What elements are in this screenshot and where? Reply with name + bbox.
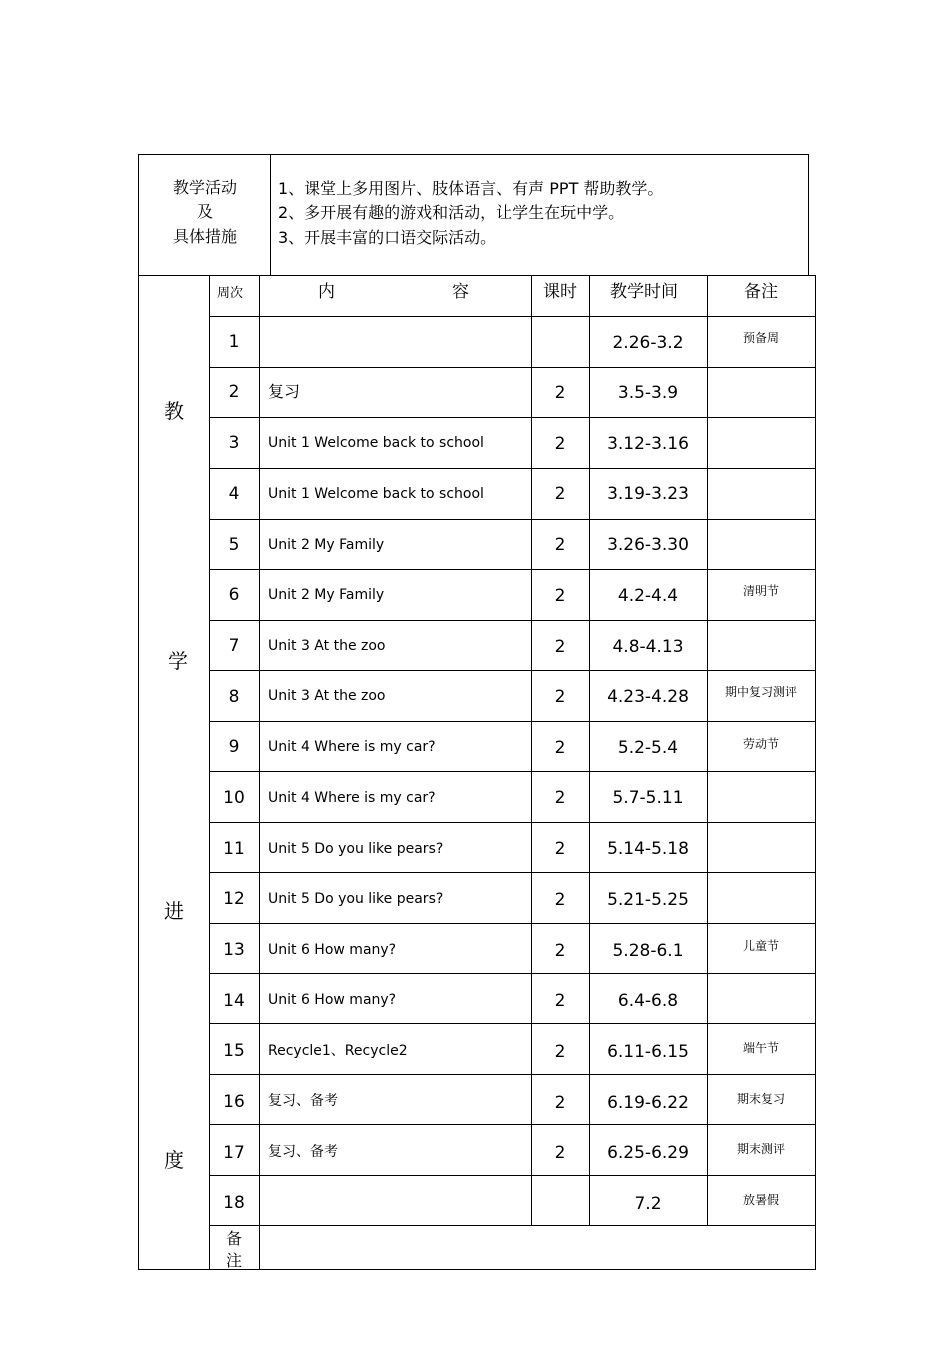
measure-item-1: 1、课堂上多用图片、肢体语言、有声 PPT 帮助教学。 [278,179,664,198]
row-15-note: 端午节 [742,1041,779,1055]
measures-divider [270,154,271,276]
row-line [209,1124,816,1125]
row-line [209,923,816,924]
row-line [209,519,816,520]
row-8-dates: 4.23-4.28 [607,687,689,707]
row-5-hours: 2 [554,535,566,555]
row-line [209,822,816,823]
row-18-week: 18 [223,1193,245,1213]
row-16-note: 期末复习 [736,1092,785,1106]
row-3-content: Unit 1 Welcome back to school [268,435,484,451]
row-2-hours: 2 [554,383,566,403]
row-10-week: 10 [223,788,245,808]
row-line [209,316,816,317]
row-2-dates: 3.5-3.9 [617,383,679,403]
row-17-dates: 6.25-6.29 [607,1143,689,1163]
row-16-week: 16 [223,1092,245,1112]
row-line [209,1023,816,1024]
side-label-char-1: 教 [164,399,184,423]
row-15-dates: 6.11-6.15 [607,1042,689,1062]
header-content-b: 容 [452,282,469,302]
row-14-week: 14 [223,991,245,1011]
row-line [209,569,816,570]
row-6-week: 6 [228,585,240,605]
measures-border-left [138,154,139,276]
row-14-content: Unit 6 How many? [268,992,397,1008]
row-7-content: Unit 3 At the zoo [268,638,386,654]
col-line-week-left [209,275,210,1270]
row-15-week: 15 [223,1041,245,1061]
row-5-dates: 3.26-3.30 [607,535,689,555]
row-5-week: 5 [228,535,240,555]
row-11-week: 11 [223,839,245,859]
row-line [209,721,816,722]
row-7-hours: 2 [554,637,566,657]
row-line [209,771,816,772]
row-12-hours: 2 [554,890,566,910]
row-8-note: 期中复习测评 [724,685,797,699]
row-8-content: Unit 3 At the zoo [268,688,386,704]
header-week: 周次 [217,286,244,301]
row-4-dates: 3.19-3.23 [607,484,689,504]
row-9-week: 9 [228,737,240,757]
row-18-dates: 7.2 [634,1194,662,1214]
row-line [209,417,816,418]
row-line [209,1225,816,1226]
measures-border-right [808,154,809,276]
row-13-content: Unit 6 How many? [268,942,397,958]
row-15-hours: 2 [554,1042,566,1062]
row-2-content: 复习 [268,382,301,401]
row-11-content: Unit 5 Do you like pears? [268,841,444,857]
side-label-char-4: 度 [164,1148,184,1172]
row-6-hours: 2 [554,586,566,606]
measures-border-top [138,154,809,155]
remark-label-line2: 注 [225,1251,242,1270]
table-border-right [815,275,816,1270]
row-12-dates: 5.21-5.25 [607,890,689,910]
row-13-dates: 5.28-6.1 [612,941,684,961]
row-15-content: Recycle1、Recycle2 [268,1043,408,1059]
row-13-hours: 2 [554,941,566,961]
header-content-a: 内 [318,282,335,302]
measures-label-line2: 及 [196,202,213,221]
row-1-dates: 2.26-3.2 [612,333,684,353]
row-line [209,620,816,621]
row-17-note: 期末测评 [736,1142,785,1156]
row-3-hours: 2 [554,434,566,454]
row-17-content: 复习、备考 [268,1144,338,1160]
row-12-content: Unit 5 Do you like pears? [268,891,444,907]
row-6-dates: 4.2-4.4 [617,586,679,606]
row-5-content: Unit 2 My Family [268,537,385,553]
row-3-week: 3 [228,433,240,453]
row-4-hours: 2 [554,484,566,504]
row-13-week: 13 [223,940,245,960]
row-1-note: 预备周 [742,331,779,345]
side-label-char-2: 学 [168,649,188,673]
side-label-char-3: 进 [164,899,184,923]
measure-item-3: 3、开展丰富的口语交际活动。 [278,228,497,247]
table-border-left [138,275,139,1270]
row-10-dates: 5.7-5.11 [612,788,684,808]
header-dates: 教学时间 [610,282,678,302]
row-8-week: 8 [228,687,240,707]
row-line [209,367,816,368]
row-4-week: 4 [228,484,240,504]
row-6-note: 清明节 [742,584,779,598]
header-note: 备注 [744,282,778,302]
row-line [209,1074,816,1075]
measures-label-line1: 教学活动 [172,178,237,197]
table-border-top [138,275,816,276]
row-14-dates: 6.4-6.8 [617,991,679,1011]
header-hours: 课时 [543,282,577,302]
row-16-content: 复习、备考 [268,1093,338,1109]
row-9-content: Unit 4 Where is my car? [268,739,436,755]
row-9-note: 劳动节 [742,737,779,751]
row-9-dates: 5.2-5.4 [617,738,679,758]
row-3-dates: 3.12-3.16 [607,434,689,454]
row-line [209,1175,816,1176]
row-14-hours: 2 [554,991,566,1011]
row-16-hours: 2 [554,1093,566,1113]
row-10-hours: 2 [554,788,566,808]
row-17-week: 17 [223,1143,245,1163]
row-4-content: Unit 1 Welcome back to school [268,486,484,502]
measures-label-line3: 具体措施 [172,227,237,246]
row-11-hours: 2 [554,839,566,859]
row-line [209,973,816,974]
row-7-week: 7 [228,636,240,656]
row-6-content: Unit 2 My Family [268,587,385,603]
row-11-dates: 5.14-5.18 [607,839,689,859]
row-8-hours: 2 [554,687,566,707]
row-18-note: 放暑假 [742,1193,779,1207]
row-13-note: 儿童节 [742,939,779,953]
row-7-dates: 4.8-4.13 [612,637,684,657]
measure-item-2: 2、多开展有趣的游戏和活动，让学生在玩中学。 [278,203,625,222]
row-line [209,468,816,469]
col-line-content-left [259,275,260,1270]
remark-label-line1: 备 [225,1229,242,1248]
row-17-hours: 2 [554,1143,566,1163]
row-12-week: 12 [223,889,245,909]
row-line [209,670,816,671]
row-2-week: 2 [228,382,240,402]
row-10-content: Unit 4 Where is my car? [268,790,436,806]
row-line [209,872,816,873]
row-1-week: 1 [228,332,240,352]
row-16-dates: 6.19-6.22 [607,1093,689,1113]
row-9-hours: 2 [554,738,566,758]
